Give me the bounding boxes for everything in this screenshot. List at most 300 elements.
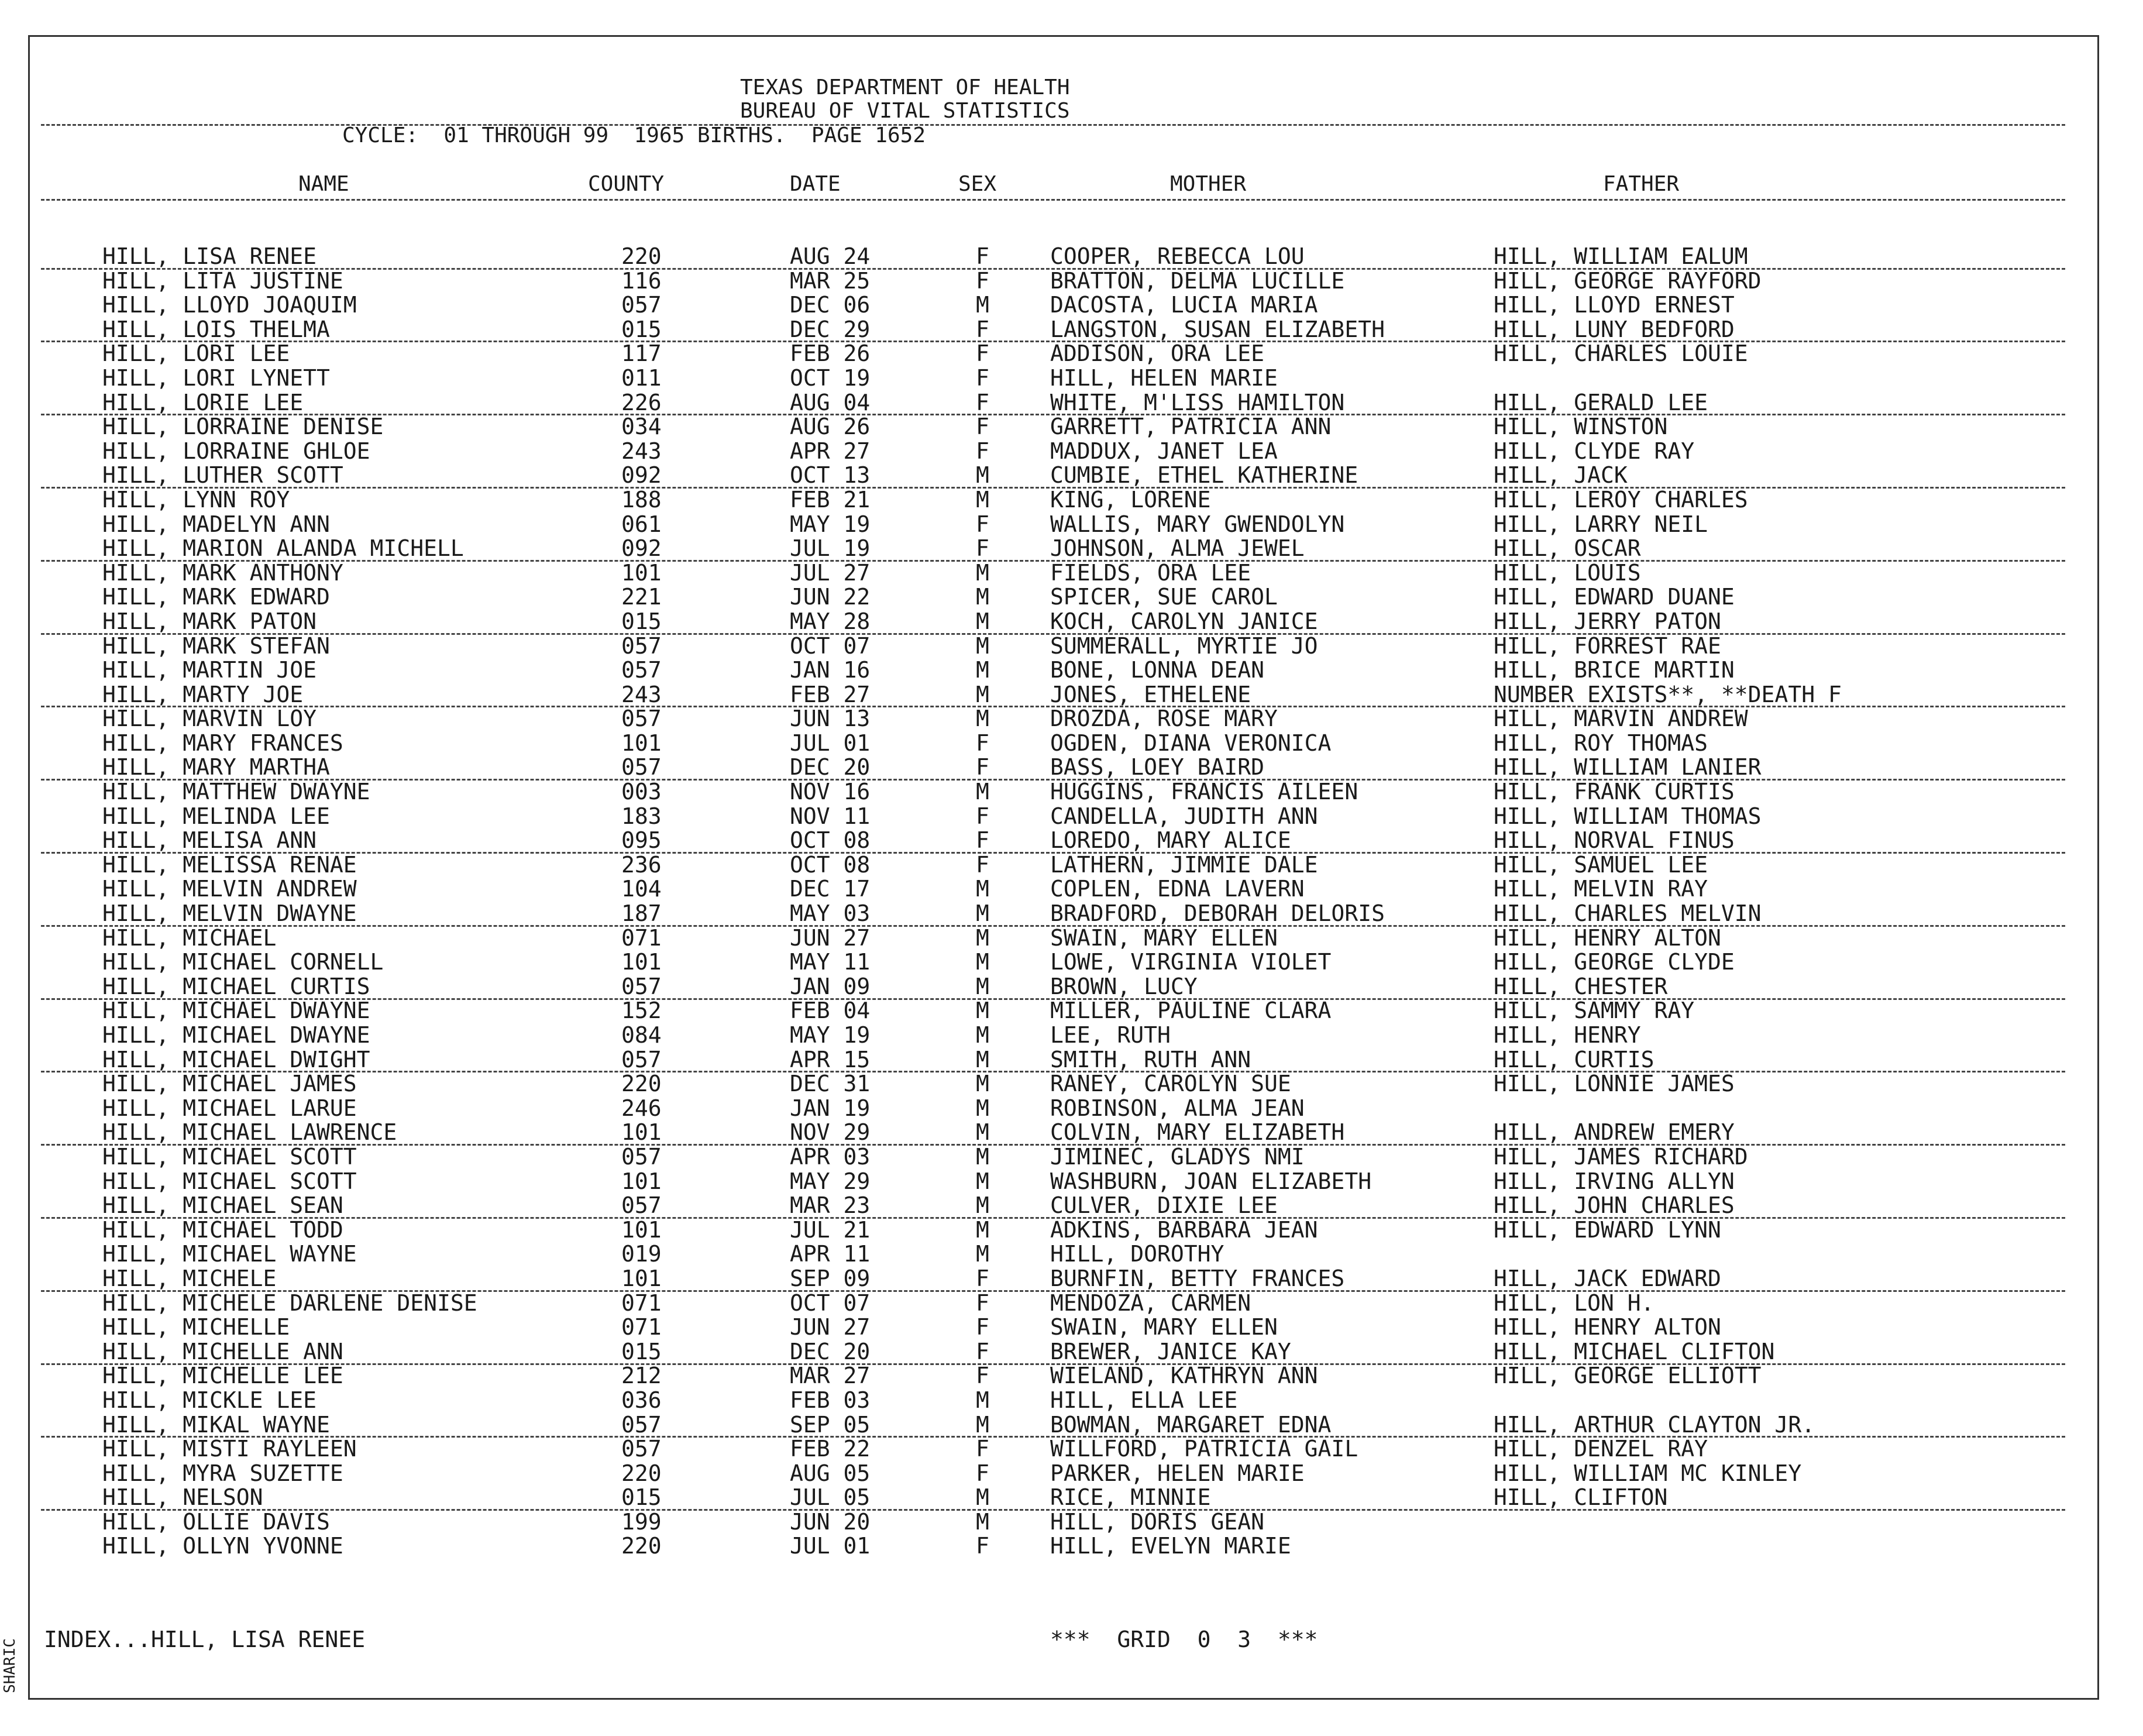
cell-mother: BRADFORD, DEBORAH DELORIS [1050,900,1385,927]
cell-father: HILL, CHARLES LOUIE [1494,341,1748,367]
cell-name: HILL, LISA RENEE [102,243,317,269]
table-row [0,463,2141,488]
cell-county: 243 [621,438,662,464]
cell-date: APR 11 [790,1241,871,1267]
cell-father: HILL, WILLIAM MC KINLEY [1494,1460,1802,1486]
cell-date: JUL 27 [790,559,871,586]
cell-sex: M [976,876,989,902]
cell-father: HILL, GEORGE CLYDE [1494,949,1735,975]
cell-county: 101 [621,1216,662,1243]
cell-county: 188 [621,486,662,513]
cell-date: SEP 05 [790,1411,871,1438]
cell-county: 101 [621,1119,662,1146]
cell-sex: F [976,414,989,440]
cell-county: 015 [621,316,662,342]
cell-father: HILL, JACK EDWARD [1494,1265,1721,1291]
cell-father: HILL, LOUIS [1494,559,1641,586]
cell-father: HILL, WINSTON [1494,414,1668,440]
cell-father: HILL, OSCAR [1494,535,1641,562]
cell-sex: M [976,559,989,586]
cell-father: HILL, LEROY CHARLES [1494,486,1748,513]
side-label: SHARIC [1,1638,19,1693]
row-group-rule [41,1144,2065,1146]
row-group-rule [41,268,2065,270]
cell-mother: DROZDA, ROSE MARY [1050,706,1278,732]
cell-county: 246 [621,1095,662,1121]
cell-name: HILL, MICHAEL SCOTT [102,1143,357,1170]
cell-county: 057 [621,706,662,732]
cell-mother: WALLIS, MARY GWENDOLYN [1050,511,1345,537]
cell-mother: LATHERN, JIMMIE DALE [1050,851,1318,878]
cell-mother: GARRETT, PATRICIA ANN [1050,414,1332,440]
cell-mother: PARKER, HELEN MARIE [1050,1460,1305,1486]
cell-father: HILL, WILLIAM EALUM [1494,243,1748,269]
table-row [0,731,2141,756]
table-row [0,975,2141,999]
cell-date: DEC 29 [790,316,871,342]
table-row [0,1145,2141,1170]
cell-county: 057 [621,292,662,318]
cell-sex: F [976,389,989,415]
cell-sex: M [976,949,989,975]
cell-county: 152 [621,998,662,1024]
table-row [0,269,2141,294]
cell-date: JAN 19 [790,1095,871,1121]
cell-date: FEB 22 [790,1436,871,1462]
cell-father: HILL, HENRY ALTON [1494,1314,1721,1340]
cell-name: HILL, LYNN ROY [102,486,290,513]
cell-date: JUN 22 [790,584,871,610]
table-row [0,805,2141,829]
cell-mother: ROBINSON, ALMA JEAN [1050,1095,1305,1121]
cell-father: HILL, CHARLES MELVIN [1494,900,1762,927]
row-group-rule [41,779,2065,781]
cell-date: SEP 09 [790,1265,871,1291]
cell-county: 092 [621,535,662,562]
table-row [0,1437,2141,1462]
cell-sex: M [976,998,989,1024]
cell-sex: F [976,754,989,781]
table-row [0,877,2141,902]
cell-mother: RANEY, CAROLYN SUE [1050,1071,1291,1097]
cell-sex: F [976,1290,989,1316]
cell-date: AUG 05 [790,1460,871,1486]
cell-father: HILL, LUNY BEDFORD [1494,316,1735,342]
cell-mother: OGDEN, DIANA VERONICA [1050,730,1332,756]
row-group-rule [41,706,2065,707]
cell-county: 057 [621,1436,662,1462]
cell-sex: F [976,1265,989,1291]
cell-sex: F [976,316,989,342]
table-row [0,829,2141,853]
grid-footer: *** GRID 0 3 *** [1050,1627,1318,1652]
table-row [0,1413,2141,1438]
row-group-rule [41,1436,2065,1438]
cell-sex: M [976,924,989,951]
header-bureau: BUREAU OF VITAL STATISTICS [740,99,1070,123]
cell-name: HILL, MARK ANTHONY [102,559,343,586]
cell-mother: COOPER, REBECCA LOU [1050,243,1305,269]
cell-mother: MENDOZA, CARMEN [1050,1290,1251,1316]
cell-mother: JIMINEC, GLADYS NMI [1050,1143,1305,1170]
cell-county: 212 [621,1363,662,1389]
cell-sex: F [976,1436,989,1462]
cell-name: HILL, MICHAEL DWIGHT [102,1046,370,1072]
cell-father: HILL, FRANK CURTIS [1494,779,1735,805]
cell-date: OCT 19 [790,365,871,391]
cell-name: HILL, MARY FRANCES [102,730,343,756]
cell-name: HILL, MARTIN JOE [102,657,317,683]
table-row [0,902,2141,926]
cell-county: 117 [621,341,662,367]
table-row [0,1096,2141,1121]
table-row [0,1120,2141,1145]
cell-name: HILL, LITA JUSTINE [102,267,343,294]
row-group-rule [41,560,2065,562]
cell-name: HILL, OLLYN YVONNE [102,1533,343,1559]
table-row [0,391,2141,415]
cell-name: HILL, LORRAINE GHLOE [102,438,370,464]
cell-sex: F [976,535,989,562]
cell-father: HILL, JERRY PATON [1494,608,1721,634]
cell-sex: M [976,973,989,999]
cell-county: 236 [621,851,662,878]
table-row [0,245,2141,269]
cell-mother: KING, LORENE [1050,486,1211,513]
table-row [0,1242,2141,1267]
cell-date: JUN 20 [790,1508,871,1535]
cell-county: 116 [621,267,662,294]
cell-county: 003 [621,779,662,805]
header-department: TEXAS DEPARTMENT OF HEALTH [740,75,1070,99]
cell-county: 220 [621,1071,662,1097]
cell-mother: WILLFORD, PATRICIA GAIL [1050,1436,1358,1462]
cell-mother: HILL, DORIS GEAN [1050,1508,1265,1535]
cell-date: FEB 26 [790,341,871,367]
cell-father: HILL, GEORGE RAYFORD [1494,267,1762,294]
cell-father: HILL, MARVIN ANDREW [1494,706,1748,732]
cell-county: 071 [621,1290,662,1316]
cell-sex: M [976,900,989,927]
cell-father: HILL, NORVAL FINUS [1494,827,1735,854]
cell-sex: M [976,657,989,683]
table-row [0,1194,2141,1218]
cell-mother: COLVIN, MARY ELIZABETH [1050,1119,1345,1146]
cell-county: 061 [621,511,662,537]
cell-name: HILL, MICHAEL [102,924,277,951]
cell-date: JUN 13 [790,706,871,732]
cell-county: 220 [621,1460,662,1486]
cell-father: HILL, LARRY NEIL [1494,511,1708,537]
row-group-rule [41,414,2065,415]
cell-date: JUL 01 [790,1533,871,1559]
cell-county: 101 [621,559,662,586]
cell-name: HILL, MICHAEL SEAN [102,1192,343,1219]
table-row [0,683,2141,707]
table-row [0,513,2141,537]
cell-name: HILL, LORIE LEE [102,389,304,415]
cell-sex: F [976,1314,989,1340]
cell-sex: M [976,608,989,634]
cell-sex: M [976,1143,989,1170]
records-table [0,245,2141,1559]
table-row [0,634,2141,659]
cell-father: HILL, EDWARD DUANE [1494,584,1735,610]
cell-father: HILL, GEORGE ELLIOTT [1494,1363,1762,1389]
cell-name: HILL, MICHELE DARLENE DENISE [102,1290,477,1316]
cell-date: MAR 27 [790,1363,871,1389]
cell-mother: JONES, ETHELENE [1050,681,1251,707]
table-row [0,1218,2141,1243]
cell-name: HILL, MELVIN ANDREW [102,876,357,902]
table-row [0,318,2141,342]
cell-name: HILL, MARION ALANDA MICHELL [102,535,464,562]
table-row [0,926,2141,951]
cell-county: 036 [621,1387,662,1413]
cell-name: HILL, MICHAEL CURTIS [102,973,370,999]
cell-father: HILL, JACK [1494,462,1628,489]
cell-county: 057 [621,657,662,683]
cell-date: OCT 08 [790,851,871,878]
cell-mother: MADDUX, JANET LEA [1050,438,1278,464]
cell-mother: HILL, HELEN MARIE [1050,365,1278,391]
table-row [0,755,2141,780]
table-row [0,366,2141,391]
cell-name: HILL, MICHAEL LAWRENCE [102,1119,397,1146]
cell-mother: WHITE, M'LISS HAMILTON [1050,389,1345,415]
cell-mother: SWAIN, MARY ELLEN [1050,1314,1278,1340]
table-row [0,537,2141,561]
cell-county: 220 [621,243,662,269]
cell-date: OCT 13 [790,462,871,489]
cell-date: FEB 04 [790,998,871,1024]
cell-sex: F [976,243,989,269]
cell-county: 057 [621,1143,662,1170]
cell-name: HILL, MICHAEL CORNELL [102,949,384,975]
cell-father: HILL, ANDREW EMERY [1494,1119,1735,1146]
cell-sex: F [976,827,989,854]
cell-sex: M [976,706,989,732]
cell-county: 101 [621,1168,662,1194]
cell-father: HILL, HENRY [1494,1022,1641,1048]
row-group-rule [41,487,2065,489]
cell-date: JUL 21 [790,1216,871,1243]
cell-county: 220 [621,1533,662,1559]
table-row [0,1462,2141,1486]
cell-name: HILL, MARVIN LOY [102,706,317,732]
cell-mother: LOREDO, MARY ALICE [1050,827,1291,854]
cell-county: 057 [621,632,662,659]
cell-mother: BASS, LOEY BAIRD [1050,754,1265,781]
cell-county: 095 [621,827,662,854]
cell-name: HILL, LORI LEE [102,341,290,367]
cell-county: 187 [621,900,662,927]
cell-mother: LEE, RUTH [1050,1022,1171,1048]
cell-sex: F [976,341,989,367]
cell-date: APR 15 [790,1046,871,1072]
cell-sex: M [976,1046,989,1072]
cell-name: HILL, MARK PATON [102,608,317,634]
cell-county: 101 [621,1265,662,1291]
cell-mother: WASHBURN, JOAN ELIZABETH [1050,1168,1372,1194]
cell-sex: M [976,681,989,707]
cell-date: JUN 27 [790,1314,871,1340]
cell-name: HILL, MICKLE LEE [102,1387,317,1413]
cell-date: JUL 19 [790,535,871,562]
cell-date: AUG 24 [790,243,871,269]
cell-father: HILL, LONNIE JAMES [1494,1071,1735,1097]
cell-date: JUL 05 [790,1484,871,1511]
cell-county: 199 [621,1508,662,1535]
cell-sex: M [976,1192,989,1219]
cell-father: HILL, EDWARD LYNN [1494,1216,1721,1243]
cell-date: DEC 17 [790,876,871,902]
cell-date: MAY 19 [790,1022,871,1048]
cell-father: HILL, BRICE MARTIN [1494,657,1735,683]
cell-mother: CULVER, DIXIE LEE [1050,1192,1278,1219]
cell-county: 015 [621,1338,662,1364]
table-row [0,1291,2141,1316]
cell-name: HILL, MICHAEL WAYNE [102,1241,357,1267]
cell-county: 019 [621,1241,662,1267]
cell-father: HILL, CLYDE RAY [1494,438,1695,464]
row-group-rule [41,998,2065,1000]
cell-mother: COPLEN, EDNA LAVERN [1050,876,1305,902]
cell-sex: F [976,1363,989,1389]
row-group-rule [41,1290,2065,1292]
table-row [0,780,2141,805]
cell-county: 101 [621,730,662,756]
cell-sex: F [976,365,989,391]
cell-county: 015 [621,608,662,634]
cell-date: MAY 03 [790,900,871,927]
cell-sex: F [976,1533,989,1559]
cell-mother: SMITH, RUTH ANN [1050,1046,1251,1072]
row-group-rule [41,1071,2065,1072]
cell-name: HILL, MELVIN DWAYNE [102,900,357,927]
cell-sex: M [976,1387,989,1413]
cell-name: HILL, MICHAEL LARUE [102,1095,357,1121]
cell-mother: BONE, LONNA DEAN [1050,657,1265,683]
cell-name: HILL, LORRAINE DENISE [102,414,384,440]
cell-name: HILL, MICHAEL JAMES [102,1071,357,1097]
cell-mother: SUMMERALL, MYRTIE JO [1050,632,1318,659]
cell-date: DEC 20 [790,1338,871,1364]
cell-mother: JOHNSON, ALMA JEWEL [1050,535,1305,562]
cell-date: FEB 03 [790,1387,871,1413]
cell-mother: RICE, MINNIE [1050,1484,1211,1511]
cell-date: APR 27 [790,438,871,464]
cell-county: 015 [621,1484,662,1511]
cell-father: HILL, WILLIAM THOMAS [1494,803,1762,829]
column-header-mother: MOTHER [1170,172,1247,196]
column-header-father: FATHER [1603,172,1680,196]
cell-sex: M [976,1241,989,1267]
cell-mother: HILL, DOROTHY [1050,1241,1224,1267]
cell-father: HILL, SAMMY RAY [1494,998,1695,1024]
cell-county: 084 [621,1022,662,1048]
cell-father: HILL, CHESTER [1494,973,1668,999]
table-row [0,1486,2141,1510]
cell-father: HILL, JAMES RICHARD [1494,1143,1748,1170]
table-row [0,1388,2141,1413]
cell-sex: F [976,730,989,756]
cell-date: NOV 16 [790,779,871,805]
table-row [0,488,2141,513]
table-row [0,658,2141,683]
column-header-sex: SEX [958,172,997,196]
cell-date: OCT 07 [790,1290,871,1316]
cell-mother: HILL, ELLA LEE [1050,1387,1238,1413]
cell-mother: LANGSTON, SUSAN ELIZABETH [1050,316,1385,342]
cell-name: HILL, LUTHER SCOTT [102,462,343,489]
cell-date: FEB 27 [790,681,871,707]
cell-father: HILL, LLOYD ERNEST [1494,292,1735,318]
cell-sex: M [976,779,989,805]
cell-date: JUN 27 [790,924,871,951]
cell-name: HILL, MISTI RAYLEEN [102,1436,357,1462]
table-row [0,1072,2141,1096]
cell-sex: F [976,438,989,464]
cell-county: 057 [621,1192,662,1219]
cell-sex: M [976,1168,989,1194]
cell-name: HILL, MICHAEL SCOTT [102,1168,357,1194]
cell-father: HILL, IRVING ALLYN [1494,1168,1735,1194]
cell-father: HILL, GERALD LEE [1494,389,1708,415]
cell-date: MAR 23 [790,1192,871,1219]
table-row [0,1048,2141,1072]
cell-mother: BREWER, JANICE KAY [1050,1338,1291,1364]
cell-father: HILL, MICHAEL CLIFTON [1494,1338,1775,1364]
cell-name: HILL, NELSON [102,1484,263,1511]
cell-name: HILL, MADELYN ANN [102,511,330,537]
header-cycle: CYCLE: 01 THROUGH 99 1965 BIRTHS. PAGE 1652 [342,123,926,147]
cell-mother: KOCH, CAROLYN JANICE [1050,608,1318,634]
cell-father: HILL, LON H. [1494,1290,1654,1316]
cell-county: 034 [621,414,662,440]
cell-date: NOV 11 [790,803,871,829]
cell-date: FEB 21 [790,486,871,513]
cell-county: 057 [621,754,662,781]
cell-father: HILL, WILLIAM LANIER [1494,754,1762,781]
cell-name: HILL, MELISSA RENAE [102,851,357,878]
cell-date: DEC 31 [790,1071,871,1097]
table-row [0,293,2141,318]
cell-county: 057 [621,1411,662,1438]
cell-sex: M [976,292,989,318]
cell-mother: BROWN, LUCY [1050,973,1198,999]
cell-county: 243 [621,681,662,707]
table-row [0,439,2141,464]
cell-sex: M [976,1411,989,1438]
cell-county: 183 [621,803,662,829]
table-row [0,999,2141,1023]
cell-mother: CANDELLA, JUDITH ANN [1050,803,1318,829]
cell-mother: ADKINS, BARBARA JEAN [1050,1216,1318,1243]
cell-mother: CUMBIE, ETHEL KATHERINE [1050,462,1358,489]
cell-county: 221 [621,584,662,610]
cell-date: OCT 07 [790,632,871,659]
cell-sex: M [976,1484,989,1511]
index-footer: INDEX...HILL, LISA RENEE [44,1627,366,1652]
cell-date: MAR 25 [790,267,871,294]
cell-mother: BRATTON, DELMA LUCILLE [1050,267,1345,294]
cell-sex: F [976,1338,989,1364]
table-row [0,1315,2141,1340]
table-row [0,1267,2141,1291]
cell-mother: HILL, EVELYN MARIE [1050,1533,1291,1559]
cell-sex: M [976,632,989,659]
